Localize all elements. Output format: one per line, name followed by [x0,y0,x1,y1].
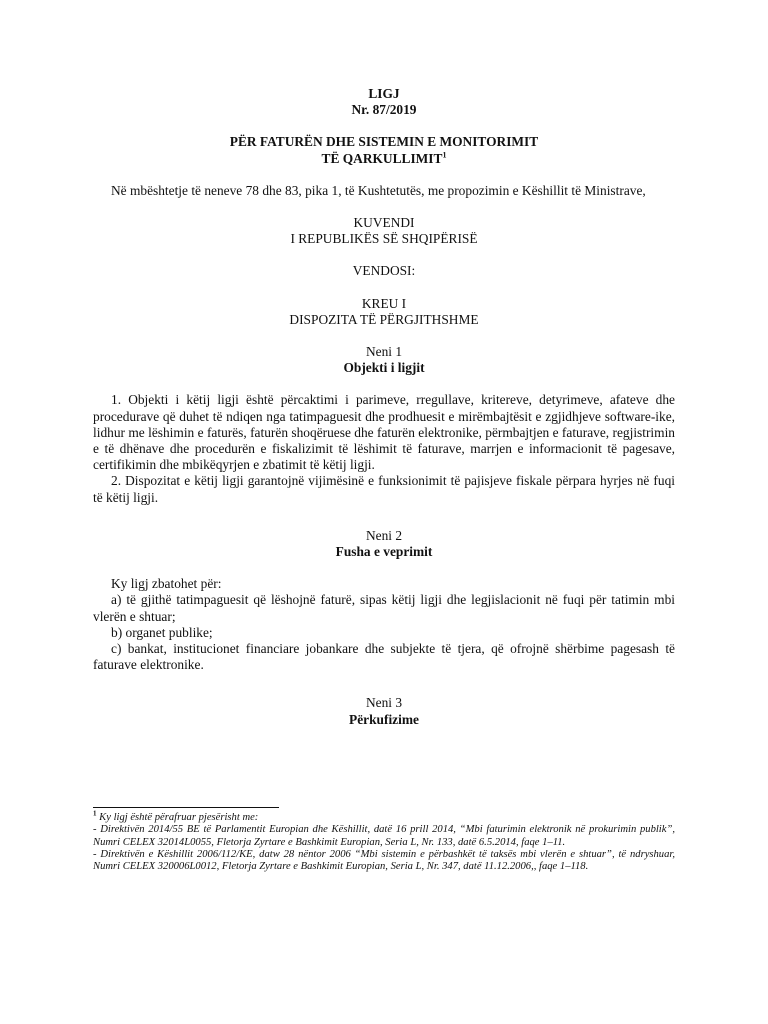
article-2-item-c: c) bankat, institucionet financiare jobankare dhe subjekte të tjera, që ofrojnë shërbime pagesash të faturave elektronike. [93,641,675,673]
preamble: Në mbështetje të neneve 78 dhe 83, pika 1, të Kushtetutës, me propozimin e Këshillit të Ministrave, [111,182,646,198]
assembly-line-1: KUVENDI [353,215,415,231]
decision-heading: VENDOSI: [352,263,416,279]
article-2-number: Neni 2 [365,527,403,543]
chapter-number: KREU I [361,295,407,311]
article-2-intro: Ky ligj zbatohet për: [111,576,222,592]
law-title-line-2: TË QARKULLIMIT$^1$ [321,150,447,166]
footnote-item-2: - Direktivën e Këshillit 2006/112/KE, datw 28 nëntor 2006 “Mbi sistemin e përbashkët të taksës mbi vlerën e shtuar”, të ndryshuar, Numri CELEX 320006L0012, Fletorja Zyrtare e Bashkimit Europian, Seria L, Nr. 347, datë 11.12.2006,, faqe 1–118. [93,848,675,873]
article-1-title: Objekti i ligjit [343,360,425,376]
footnote-item-1: - Direktivën 2014/55 BE të Parlamentit Europian dhe Këshillit, datë 16 prill 2014, “Mbi faturimin elektronik në prokurimin publik”, Numri CELEX 32014L0055, Fletorja Zyrtare e Bashkimit Europian, Seria L, Nr. 133, datë 6.5.2014, faqe 1–11. [93,824,675,848]
footnote-number: 1 [93,809,97,818]
article-1-paragraph-2: 2. Dispozitat e këtij ligji garantojnë vijimësinë e funksionimit të pajisjeve fiskale përpara hyrjes në fuqi të këtij ligji. [93,473,675,505]
article-2-item-b: b) organet publike; [111,624,213,640]
article-3-title: Përkufizime [349,711,419,727]
law-title-line-1: PËR FATURËN DHE SISTEMIN E MONITORIMIT [229,134,539,150]
article-1-number: Neni 1 [365,344,403,360]
assembly-line-2: I REPUBLIKËS SË SHQIPËRISË [290,231,478,247]
article-3-number: Neni 3 [365,695,403,711]
chapter-title: DISPOZITA TË PËRGJITHSHME [289,311,479,327]
law-body [93,86,675,728]
footnote-divider [93,807,279,808]
article-1-paragraph-1: 1. Objekti i këtij ligji është përcaktimi i parimeve, rregullave, kritereve, detyrimeve, afateve dhe procedurave që duhet të ndiqen nga tatimpaguesit dhe prodhuesit e mirëmbajtësit e zgjidhjeve software-ike, lidhur me lëshimin e faturës, faturën shoqëruese dhe faturën elektronike, përmbajtjen e faturave, regjistrimin e të dhënave dhe procedurën e fiskalizimit të lëshimit të faturave, marrjen e informacionit të pagesave, certifikimin dhe mbikëqyrjen e zbatimit të këtij ligji. [93,392,675,473]
footnote-marker[interactable]: 1 [442,150,447,160]
article-2-item-a: a) të gjithë tatimpaguesit që lëshojnë faturë, sipas këtij ligji dhe legjislacionit në fuqi për tatimin mbi vlerën e shtuar; [93,592,675,624]
law-number: Nr. 87/2019 [351,102,417,118]
footnotes [93,809,675,873]
article-2-title: Fusha e veprimit [335,544,433,560]
footnote-intro: $^1$ Ky ligj është përafruar pjesërisht me: [93,809,259,823]
law-label: LIGJ [368,86,400,101]
